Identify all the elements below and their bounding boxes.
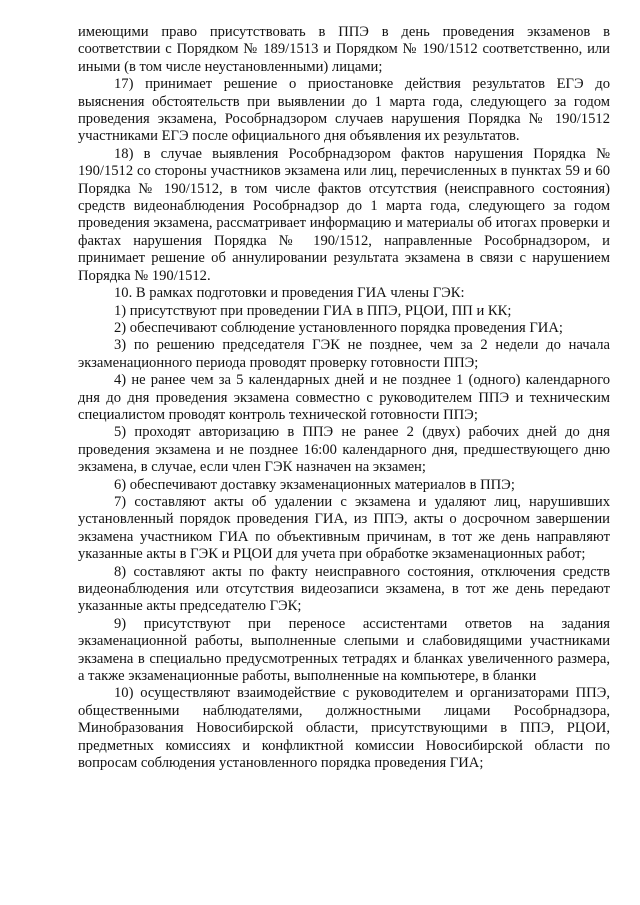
paragraph-subitem-7: 7) составляют акты об удалении с экзамена и удаляют лиц, нарушивших установленный порядок проведения ГИА, из ППЭ, акты о досрочном завершении экзамена участником ГИА по объективным причинам, в тот же день направляют указанные акты в ГЭК и РЦОИ для учета при обработке экзаменационных работ; <box>78 493 610 563</box>
paragraph-subitem-8: 8) составляют акты по факту неисправного состояния, отключения средств видеонаблюдения или отсутствия видеозаписи экзамена, в тот же день передают указанные акты председателю ГЭК; <box>78 563 610 615</box>
paragraph-item-18: 18) в случае выявления Рособрнадзором фактов нарушения Порядка № 190/1512 со стороны участников экзамена или лиц, перечисленных в пунктах 59 и 60 Порядка № 190/1512, в том числе фактов отсутствия (неисправного состояния) средств видеонаблюдения Рособрнадзор до 1 марта года, следующего за годом проведения экзамена, рассматривает информацию и материалы об итогах проверки и фактах нарушения Порядка № 190/1512, направленные Рособрнадзором, и принимает решение об аннулировании результата экзамена в связи с нарушением Порядка № 190/1512. <box>78 145 610 284</box>
paragraph-subitem-4: 4) не ранее чем за 5 календарных дней и не позднее 1 (одного) календарного дня до дня проведения экзамена совместно с руководителем ППЭ и техническим специалистом проводят контроль технической готовности ППЭ; <box>78 372 610 423</box>
paragraph-item-17: 17) принимает решение о приостановке действия результатов ЕГЭ до выяснения обстоятельств при выявлении до 1 марта года, следующего за годом проведения экзамена, Рособрнадзором случаев нарушения Порядка № 190/1512 участниками ЕГЭ после официального дня объявления их результатов. <box>78 76 610 145</box>
paragraph-subitem-9: 9) присутствуют при переносе ассистентами ответов на задания экзаменационной работы, выполненные слепыми и слабовидящими участниками экзамена в специально предусмотренных тетрадях и бланках увеличенного размера, а также экзаменационные работы, выполненные на компьютере, в бланки <box>78 615 610 685</box>
paragraph-subitem-2: 2) обеспечивают соблюдение установленного порядка проведения ГИА; <box>114 319 563 336</box>
paragraph-subitem-1: 1) присутствуют при проведении ГИА в ППЭ, РЦОИ, ПП и КК; <box>114 302 512 319</box>
paragraph-subitem-10: 10) осуществляют взаимодействие с руководителем и организаторами ППЭ, общественными наблюдателями, должностными лицами Рособрнадзора, Минобразования Новосибирской области, присутствующими в ППЭ, РЦОИ, предметных комиссиях и конфликтной комиссии Новосибирской области по вопросам соблюдения установленного порядка проведения ГИА; <box>78 685 610 772</box>
document-page <box>78 24 610 772</box>
paragraph-section-10-heading: 10. В рамках подготовки и проведения ГИА члены ГЭК: <box>114 285 465 302</box>
paragraph-subitem-5: 5) проходят авторизацию в ППЭ не ранее 2 (двух) рабочих дней до дня проведения экзамена и не позднее 16:00 календарного дня, предшествующего дню экзамена, в случае, если член ГЭК назначен на экзамен; <box>78 424 610 476</box>
paragraph-subitem-3: 3) по решению председателя ГЭК не позднее, чем за 2 недели до начала экзаменационного периода проводят проверку готовности ППЭ; <box>78 337 610 371</box>
paragraph-subitem-6: 6) обеспечивают доставку экзаменационных материалов в ППЭ; <box>114 476 515 493</box>
paragraph-continuation: имеющими право присутствовать в ППЭ в день проведения экзаменов в соответствии с Порядком № 189/1513 и Порядком № 190/1512 соответственно, или иными (в том числе неустановленными) лицами; <box>78 24 610 75</box>
